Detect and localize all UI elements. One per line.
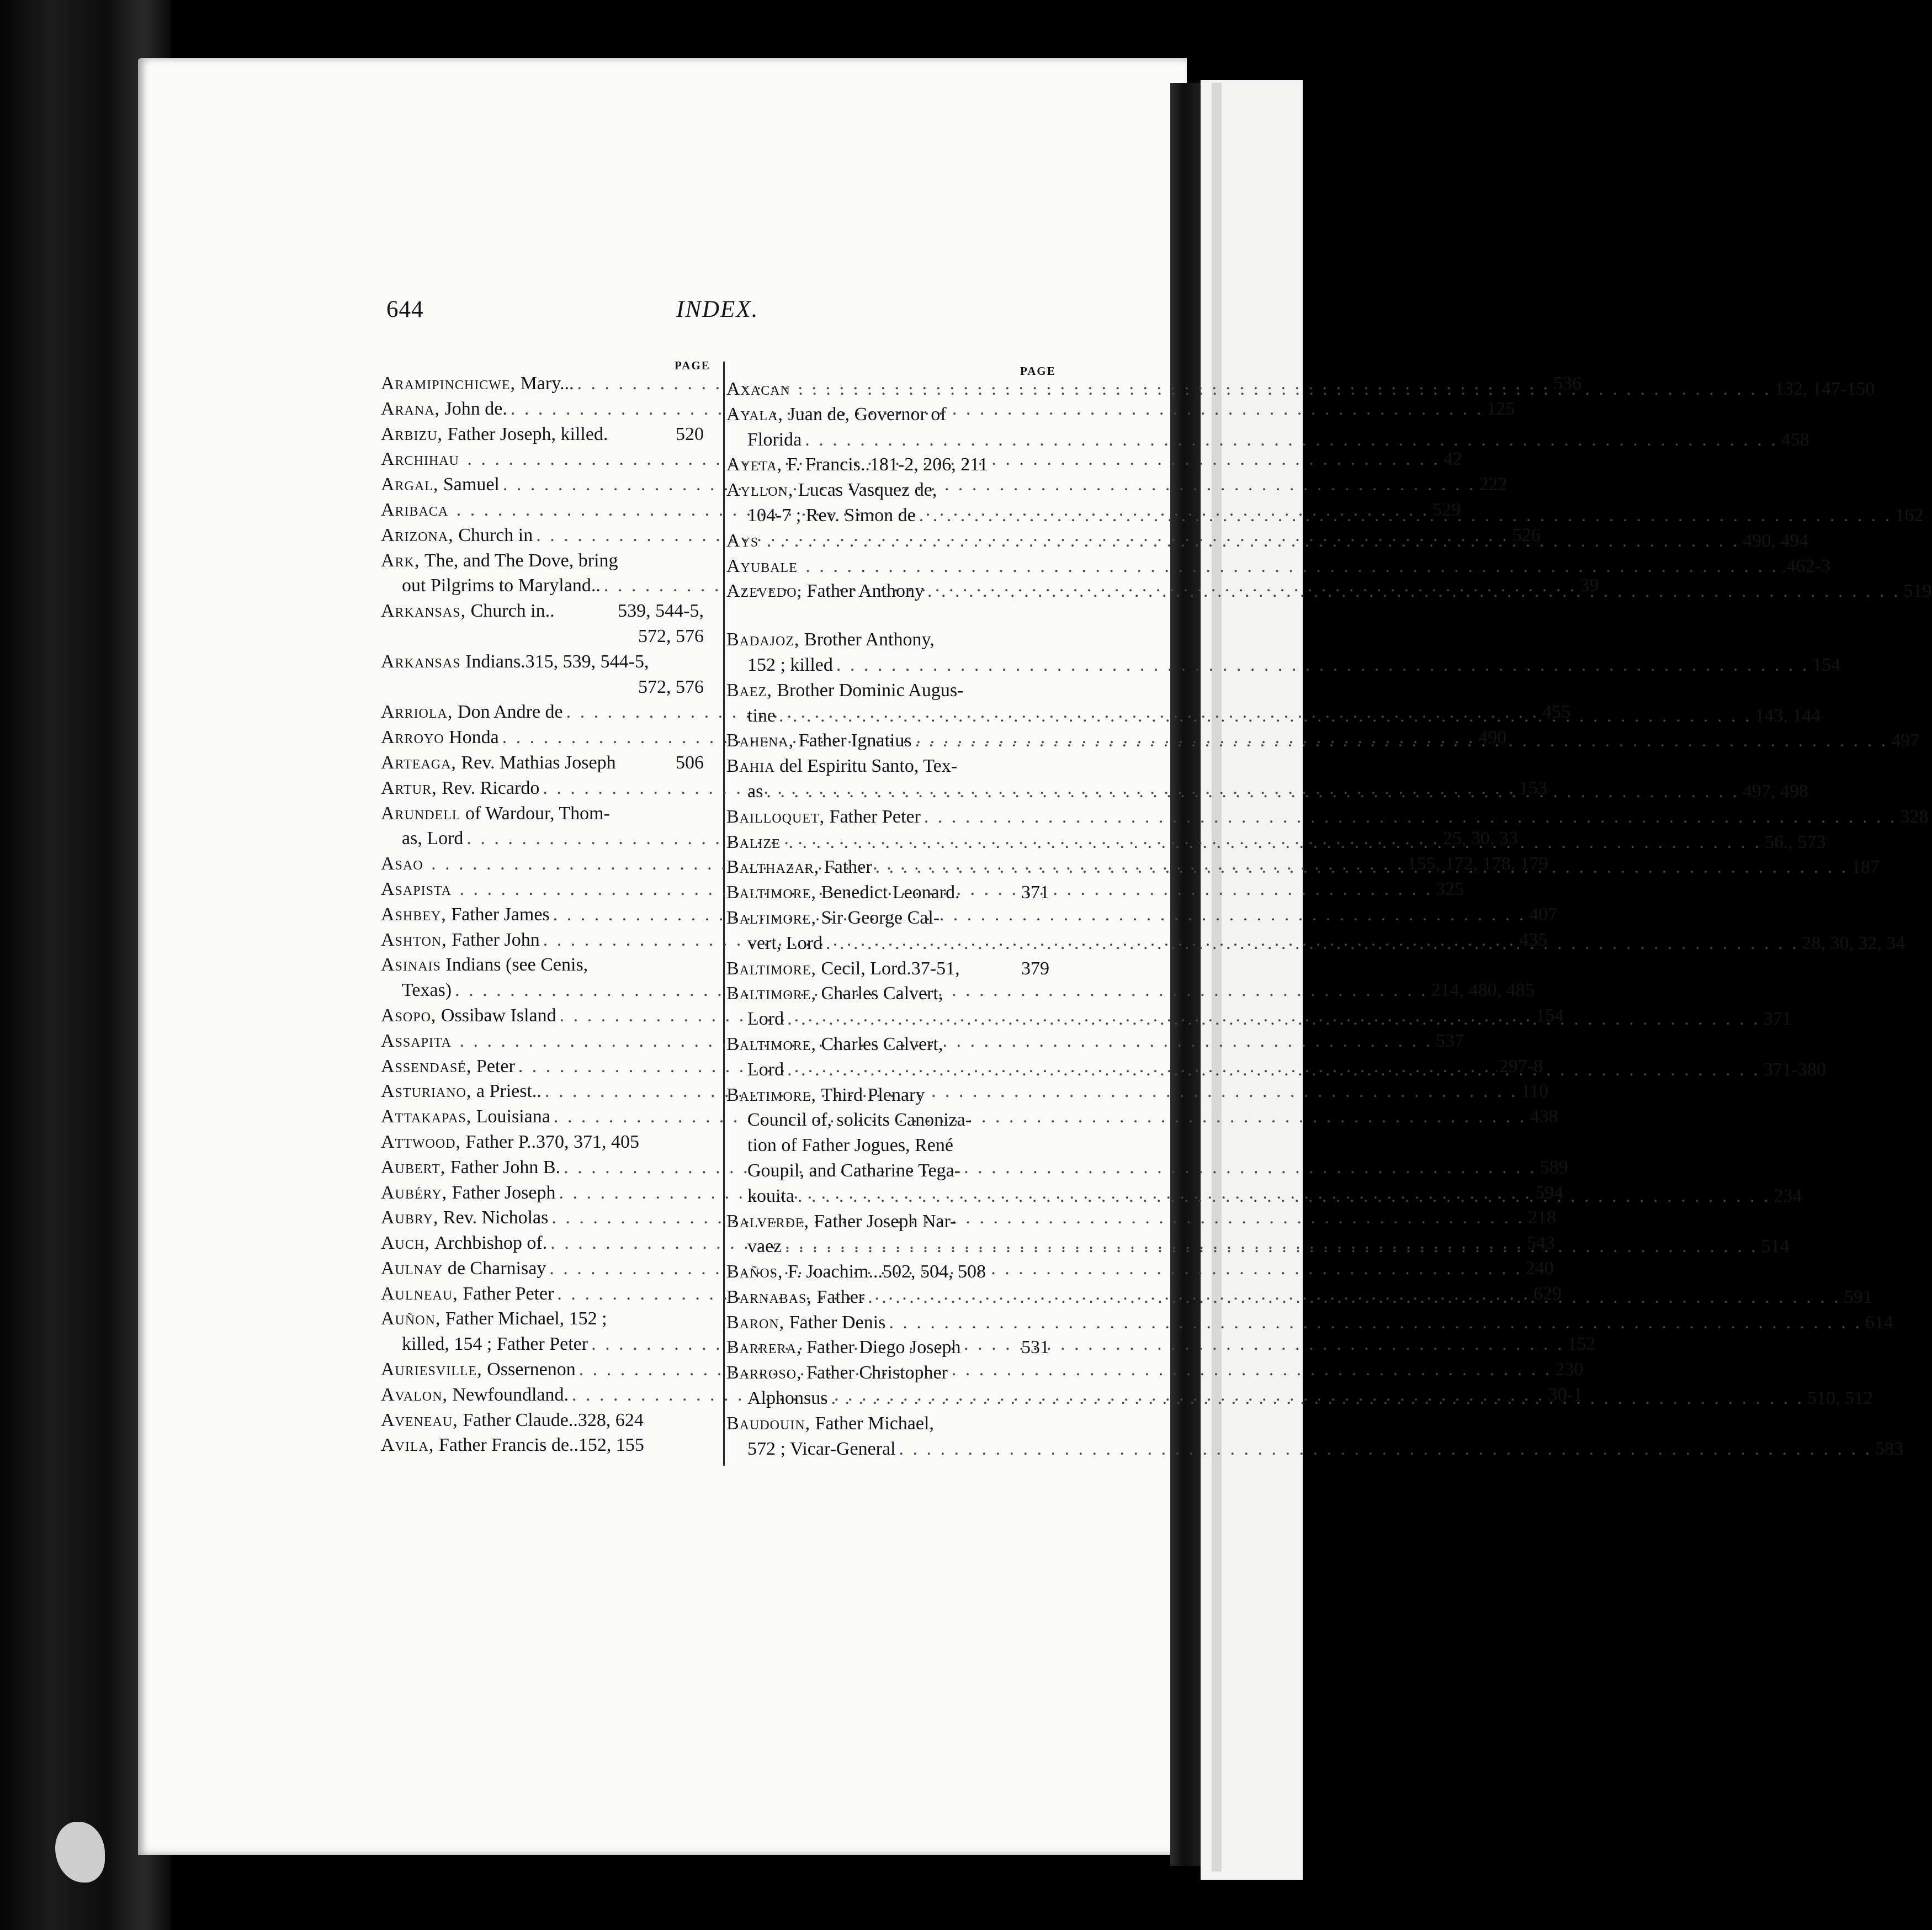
index-entry-line [726,905,1049,931]
entry-headword: Baron, [726,1312,785,1333]
entry-text: Council of, solicits Canoniza- [747,1110,972,1131]
index-entry-continuation [726,1158,1049,1184]
entry-text: Ossernenon [487,1359,576,1380]
page-reference: 536 [1553,373,1581,394]
index-entry [726,956,1049,982]
letter-section-gap [726,604,1049,627]
page-reference: 490, 494 [1743,530,1809,551]
index-entry-line [381,801,704,826]
entry-headword: Ashton, [381,929,447,950]
index-entry-line [726,981,1049,1006]
left-column-page-header: PAGE [675,359,710,372]
page-reference: 25, 30, 33 [1442,828,1518,849]
index-entry-line [381,1433,704,1458]
entry-text: tine [747,705,776,726]
page-reference: .462-3 [1781,555,1830,576]
entry-text: Father Joseph Nar- [814,1211,957,1232]
dot-leader [805,427,1778,453]
entry-text: Don Andre de [457,702,563,723]
index-entry-line [726,754,1049,779]
entry-text: Father Anthony [806,581,925,602]
index-entry-line [726,880,1049,905]
entry-text: as [747,781,763,802]
index-entry-line [381,1130,704,1155]
dot-leader [798,1184,1771,1209]
page-reference: 589 [1540,1157,1568,1178]
index-entry [726,1411,1904,1462]
entry-headword: Ayubale [726,555,798,576]
index-entry [381,598,704,649]
index-entry-line [726,627,1049,653]
entry-text: Father Joseph [452,1182,556,1203]
entry-headword: Asao [381,853,423,874]
page-reference: 214, 480, 485 [1431,980,1535,1001]
entry-headword: Auriesville, [381,1359,482,1380]
right-column-page-header: PAGE [1020,364,1056,378]
entry-text: kouita [747,1185,794,1206]
dot-leader [787,1057,1760,1083]
page-reference: 154 [1812,654,1841,675]
entry-headword: Barnabas, [726,1286,812,1307]
entry-text: Cecil, Lord.37-51, [821,958,960,979]
page-reference: 497 [1891,730,1920,751]
dot-leader [564,1155,1537,1180]
entry-headword: Assendasé, [381,1056,472,1077]
index-entry [726,1259,1049,1285]
index-entry [381,1433,704,1458]
page-reference: 506 [676,752,704,773]
page-reference: 154 [1536,1005,1564,1026]
page-reference: 537 [1436,1030,1464,1051]
page-reference: 520 [676,423,704,444]
entry-text: Benedict Leonard. [821,882,960,903]
entry-headword: Baltimore, [726,1033,816,1054]
entry-headword: Asopo, [381,1005,437,1026]
entry-text: Juan de, Governor of [788,404,947,425]
entry-text: The, and The Dove, bring [424,550,618,571]
entry-text: killed, 154 ; Father Peter [402,1334,588,1355]
page-reference: 379 [1021,958,1049,979]
entry-headword: Artur, [381,777,437,798]
index-entry [726,804,1929,830]
entry-headword: Arroyo [381,727,444,748]
page-reference: 583 [1875,1438,1904,1459]
index-entry-line [381,598,704,624]
page-reference: 407 [1529,904,1558,925]
entry-text: Father Christopher [806,1362,948,1383]
page-reference: 629 [1533,1283,1562,1304]
entry-text: out Pilgrims to Maryland.. [402,575,601,596]
entry-text: Sir George Cal- [821,907,940,928]
entry-headword: Avalon, [381,1384,448,1405]
page-reference: 56., 573 [1764,831,1826,852]
page-reference: 30-1 [1548,1384,1583,1405]
index-entry [726,1310,1893,1335]
dot-leader [805,554,1779,579]
page-reference: 490 [1478,727,1507,748]
entry-text: Church in [458,524,533,545]
page-reference: 497, 498 [1742,781,1808,802]
index-entry [381,422,704,447]
index-entry-continuation [726,653,1841,678]
index-entry-line [726,452,1049,478]
entry-headword: Ays [726,530,759,551]
entry-headword: Balverde, [726,1211,809,1232]
index-entry-line [381,952,704,978]
page-reference: 531 [1021,1337,1049,1358]
dot-leader [899,1436,1872,1462]
entry-headword: Baudouin, [726,1413,811,1434]
dot-leader [779,703,1752,729]
entry-headword: Bahia [726,756,775,777]
entry-text: a Priest.. [476,1081,542,1102]
index-entry-continuation [726,1107,1049,1133]
index-entry-continuation [726,1436,1904,1462]
entry-text: Father Michael, [815,1413,934,1434]
index-entry-continuation [726,427,1809,453]
entry-headword: Ayala, [726,404,784,425]
page-reference: 539, 544-5, [618,601,704,622]
entry-headword: Arizona, [381,524,454,545]
index-entry [381,649,704,700]
entry-headword: Balize [726,831,781,852]
page-reference: 371 [1763,1009,1792,1030]
page-reference: 458 [1781,429,1809,450]
index-entry-line [726,1411,1049,1436]
dot-leader [826,931,1799,956]
index-entry [726,880,1049,905]
entry-headword: Arbizu, [381,423,443,444]
entry-text: Peter [476,1056,515,1077]
entry-text: 152 ; killed [747,654,833,675]
entry-headword: Archihau [381,449,459,470]
entry-headword: Baltimore, [726,907,816,928]
entry-headword: Arriola, [381,702,453,723]
entry-headword: Arteaga, [381,752,457,773]
entry-text: Lucas Vasquez de, [798,480,937,501]
page-reference: 132, 147-150 [1774,379,1875,399]
entry-headword: Arana, [381,398,440,419]
index-entry [726,627,1841,678]
entry-text: Louisiana [476,1106,550,1127]
entry-text: Lord [747,1009,784,1030]
dot-leader [788,830,1761,855]
page-reference: 240 [1525,1258,1554,1279]
page-reference: 510, 512 [1807,1388,1873,1409]
page-reference: 614 [1865,1312,1893,1333]
entry-text: Father P..370, 371, 405 [465,1131,640,1152]
page-reference: 438 [1530,1106,1558,1127]
entry-text: Goupil, and Catharine Tega- [747,1160,960,1181]
entry-headword: Balthazar, [726,857,820,878]
dot-leader [924,804,1897,830]
running-head: INDEX. [676,296,759,322]
entry-headword: Aramipinchicwe, [381,373,516,394]
index-entry [726,1335,1049,1360]
entry-text: Father Peter [463,1283,554,1304]
index-entry-line [726,554,1830,579]
page-reference: 371-380 [1763,1059,1826,1080]
index-entry-line [381,422,704,447]
page-gutter-edge [1170,83,1201,1866]
entry-headword: Asinais [381,955,441,975]
entry-headword: Argal, [381,474,439,495]
page-reference: 39 [1580,575,1599,596]
dot-leader [927,579,1901,604]
entry-text: Father Peter [829,806,921,827]
entry-headword: Aulneau, [381,1283,458,1304]
entry-headword: Barroso, [726,1362,802,1383]
entry-headword: Aveneau, [381,1409,458,1430]
page-reference: 125 [1487,398,1515,419]
index-entry-line [726,956,1049,982]
entry-text: Father [824,857,872,878]
entry-text: Indians.315, 539, 544-5, [465,651,649,672]
entry-text: Brother Dominic Augus- [777,680,964,701]
entry-headword: Badajoz, [726,629,800,650]
entry-text: Rev. Mathias Joseph [461,752,616,773]
entry-headword: Ark, [381,550,420,571]
entry-headword: Auñon, [381,1308,441,1329]
dot-leader [868,1285,1841,1310]
entry-headword: Aulnay [381,1258,443,1279]
index-entry-line [381,1408,704,1433]
dot-leader [919,503,1892,528]
index-entry-line [726,1209,1049,1234]
index-entry [381,750,704,776]
entry-headword: Arkansas [381,651,461,672]
entry-text: Father Diego Joseph [806,1337,961,1358]
entry-text: Father Ignatius [798,730,912,751]
next-page-strip [1212,83,1222,1871]
index-entry-line [726,1310,1893,1335]
index-entry-line [381,548,704,574]
page-reference: 435 [1519,929,1548,950]
entry-headword: Aubry, [381,1207,439,1228]
entry-text: Lord [747,1059,784,1080]
page-reference: 218 [1527,1207,1556,1228]
entry-text: Father Joseph, killed. [447,423,608,444]
page-reference: 529 [1432,499,1461,520]
entry-headword: Bailloquet, [726,806,825,827]
entry-text: Third Plenary [821,1084,925,1105]
index-entry [381,1130,704,1155]
entry-text: Father James [451,904,550,925]
entry-headword: Arkansas, [381,601,466,622]
entry-text: 104-7 ; Rev. Simon de [747,505,916,526]
entry-text: Charles Calvert, [821,1033,943,1054]
entry-headword: Baltimore, [726,1084,816,1105]
entry-headword: Arundell [381,803,461,824]
entry-text: John de. [444,398,507,419]
page-reference: 234 [1774,1185,1802,1206]
page-reference: 371 [1021,882,1049,903]
index-entry-line [726,678,1049,703]
entry-headword: Asapista [381,878,452,899]
index-entry [381,1408,704,1433]
entry-text: Newfoundland. [452,1384,569,1405]
index-entry-continuation [726,1133,1049,1158]
dot-leader [785,1234,1758,1259]
entry-text: Father John [452,929,540,950]
entry-text: Charles Calvert, [821,983,943,1004]
index-entry-continuation [381,624,704,649]
entry-text: del Espiritu Santo, Tex- [779,756,958,777]
page-reference: 519 [1903,581,1932,602]
page-reference: 543 [1526,1233,1555,1254]
page-reference: 152 [1567,1334,1596,1355]
dot-leader [915,728,1888,754]
entry-headword: Axacan [726,379,790,399]
entry-text: Texas) [402,980,452,1001]
page-reference: 572, 576 [638,625,704,646]
index-entry-continuation [381,675,704,700]
entry-headword: Aubert, [381,1157,446,1178]
entry-text: Church in.. [470,601,555,622]
index-entry-line [381,1306,704,1332]
entry-text: Father Michael, 152 ; [445,1308,607,1329]
entry-text: F. Joachim...502, 504, 508 [788,1261,986,1282]
page-reference: 110 [1521,1081,1549,1102]
entry-text: F. Francis..181-2, 206, 211 [787,454,988,475]
page-reference: 143, 144 [1755,705,1821,726]
entry-headword: Aubéry, [381,1182,448,1203]
entry-headword: Baez, [726,680,772,701]
index-entry-line [726,1360,1049,1386]
entry-headword: Aribaca [381,499,449,520]
dot-leader [767,528,1740,554]
dot-leader [875,855,1849,880]
entry-text: Ossibaw Island [440,1005,556,1026]
index-entry-line [726,402,1049,427]
page-reference: 230 [1555,1359,1584,1380]
entry-headword: Avila, [381,1435,434,1456]
entry-headword: Ayllon, [726,480,794,501]
dot-leader [766,779,1739,804]
entry-headword: Auch, [381,1233,430,1254]
entry-text: Brother Anthony, [804,629,935,650]
page-reference: 572, 576 [638,676,704,697]
index-entry [726,452,1049,478]
index-entry-line [726,1032,1049,1057]
dot-leader [836,653,1809,678]
index-entry-line [726,804,1929,830]
entry-text: de Charnisay [447,1258,546,1279]
entry-text: Father Denis [789,1312,886,1333]
entry-headword: Attwood, [381,1131,461,1152]
entry-headword: Ayeta, [726,454,783,475]
dot-leader [579,1357,1552,1382]
entry-headword: Barrera, [726,1337,802,1358]
entry-text: Archbishop of. [434,1233,548,1254]
entry-text: vert, Lord [747,932,822,953]
entry-headword: Baltimore, [726,983,816,1004]
dot-leader [889,1310,1862,1335]
index-entry-line [726,478,1049,503]
entry-text: Father Claude..328, 624 [463,1409,644,1430]
entry-text: as, Lord [402,828,464,849]
entry-text: Indians (see Cenis, [445,955,588,975]
page-number: 644 [386,296,424,322]
index-entry-line [726,1335,1049,1360]
entry-text: Father John B. [450,1157,561,1178]
entry-headword: Asturiano, [381,1081,472,1102]
entry-text: Father [816,1286,865,1307]
page-reference: 328 [1900,806,1929,827]
entry-headword: Bahena, [726,730,794,751]
entry-headword: Azevedo, [726,581,803,602]
entry-headword: Baltimore, [726,882,816,903]
index-entry-line [381,750,704,776]
page-reference: 591 [1844,1286,1872,1307]
dot-leader [831,1386,1804,1411]
entry-headword: Baños, [726,1261,783,1282]
dot-leader [787,1006,1760,1032]
page-reference: 162 [1895,505,1924,526]
page-reference: 455 [1542,702,1571,723]
entry-text: vaez [747,1236,782,1257]
dot-leader [798,377,1771,402]
page-reference: 187 [1851,857,1880,878]
index-entry-line [381,649,704,675]
entry-headword: Attakapas, [381,1106,472,1127]
page-reference: 325 [1436,878,1464,899]
index-entry [726,554,1830,579]
page-reference: 514 [1761,1236,1790,1257]
index-entry-line [726,1083,1049,1108]
entry-text: 572 ; Vicar-General [747,1438,896,1459]
page-reference: 42 [1443,449,1462,470]
entry-headword: Ashbey, [381,904,447,925]
page-reference: .297-8 [1494,1056,1543,1077]
index-entry-line [726,1259,1049,1285]
page-reference: 28, 30, 32, 34 [1802,932,1906,953]
entry-headword: Assapita [381,1030,452,1051]
entry-text: Mary... [520,373,574,394]
page-reference: 594 [1535,1182,1563,1203]
page-reference: 155, 172, 178, 179 [1407,853,1548,874]
entry-text: tion of Father Jogues, René [747,1135,953,1156]
entry-text: Rev. Nicholas [443,1207,549,1228]
page-reference: 526 [1512,524,1541,545]
entry-text: Rev. Ricardo [442,777,540,798]
entry-text: Florida [747,429,802,450]
entry-headword: Baltimore, [726,958,816,979]
entry-text: Alphonsus [747,1388,828,1409]
entry-text: Honda [449,727,499,748]
entry-text: of Wardour, Thom- [465,803,610,824]
page-reference: 222 [1479,474,1508,495]
page-reference: 153 [1519,777,1547,798]
entry-text: Samuel [443,474,500,495]
entry-text: Father Francis de..152, 155 [438,1435,644,1456]
